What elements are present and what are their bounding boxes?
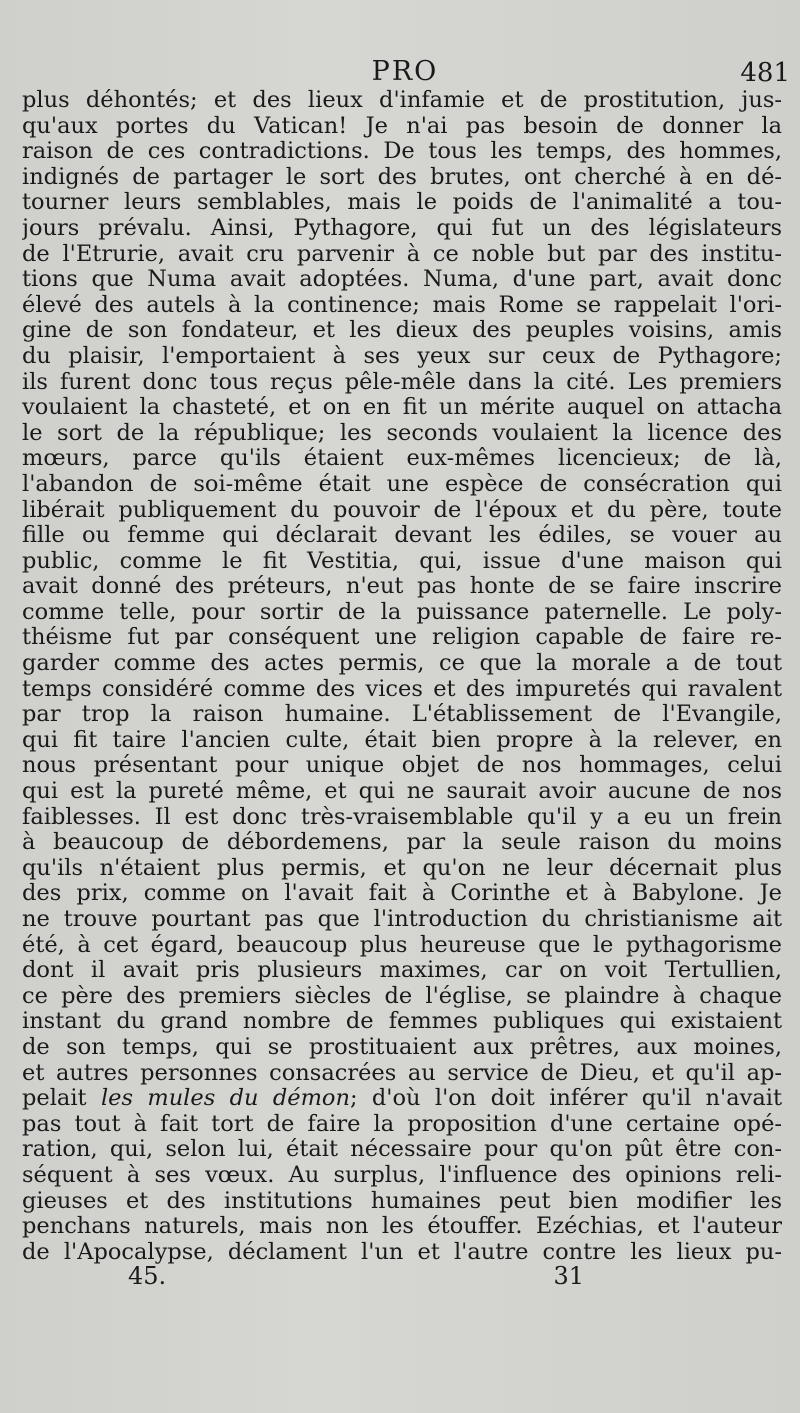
text-line: ration, qui, selon lui, était nécessaire pour qu'on pût être con-	[22, 1137, 782, 1163]
text-line: des prix, comme on l'avait fait à Corinthe et à Babylone. Je	[22, 881, 782, 907]
text-line: qui est la pureté même, et qui ne saurait avoir aucune de nos	[22, 779, 782, 805]
body-text	[22, 88, 782, 1265]
text-line: mœurs, parce qu'ils étaient eux-mêmes licencieux; de là,	[22, 446, 782, 472]
text-line: plus déhontés; et des lieux d'infamie et de prostitution, jus-	[22, 88, 782, 113]
text-line: qu'aux portes du Vatican! Je n'ai pas besoin de donner la	[22, 113, 782, 139]
text-line: dont il avait pris plusieurs maximes, car on voit Tertullien,	[22, 958, 782, 984]
text-line: ne trouve pourtant pas que l'introduction du christianisme ait	[22, 907, 782, 932]
folio-number: 31	[553, 1262, 584, 1290]
text-segment: pelait	[22, 1086, 101, 1112]
text-line: raison de ces contradictions. De tous les temps, des hommes,	[22, 139, 782, 165]
text-line: par trop la raison humaine. L'établissement de l'Evangile,	[22, 702, 782, 728]
text-segment: ; d'où l'on doit inférer qu'il n'avait	[349, 1086, 782, 1112]
text-line: indignés de partager le sort des brutes, ont cherché à en dé-	[22, 164, 782, 190]
text-line: temps considéré comme des vices et des impuretés qui ravalent	[22, 676, 782, 702]
text-line: garder comme des actes permis, ce que la morale a de tout	[22, 651, 782, 677]
text-line: du plaisir, l'emportaient à ses yeux sur ceux de Pythagore;	[22, 343, 782, 369]
text-line: théisme fut par conséquent une religion capable de faire re-	[22, 625, 782, 651]
text-line: tions que Numa avait adoptées. Numa, d'une part, avait donc	[22, 267, 782, 293]
text-line: ce père des premiers siècles de l'église, se plaindre à chaque	[22, 983, 782, 1009]
text-line: libérait publiquement du pouvoir de l'époux et du père, toute	[22, 497, 782, 523]
text-line: tourner leurs semblables, mais le poids de l'animalité a tou-	[22, 190, 782, 216]
text-line: penchans naturels, mais non les étouffer. Ezéchias, et l'auteur	[22, 1214, 782, 1240]
text-line: de l'Apocalypse, déclament l'un et l'autre contre les lieux pu-	[22, 1239, 782, 1265]
text-line: voulaient la chasteté, et on en fit un mérite auquel on attacha	[22, 395, 782, 421]
text-line: public, comme le fit Vestitia, qui, issue d'une maison qui	[22, 548, 782, 574]
text-line: été, à cet égard, beaucoup plus heureuse que le pythagorisme	[22, 932, 782, 958]
page-footer	[20, 1262, 780, 1292]
page-number: 481	[740, 58, 790, 88]
text-line: faiblesses. Il est donc très-vraisemblable qu'il y a eu un frein	[22, 804, 782, 830]
text-line: fille ou femme qui déclarait devant les édiles, se vouer au	[22, 523, 782, 549]
text-line: qu'ils n'étaient plus permis, et qu'on ne leur décernait plus	[22, 855, 782, 881]
text-line: élevé des autels à la continence; mais Rome se rappelait l'ori-	[22, 292, 782, 318]
text-line: l'abandon de soi-même était une espèce de consécration qui	[22, 471, 782, 497]
text-line: jours prévalu. Ainsi, Pythagore, qui fut un des législateurs	[22, 215, 782, 241]
text-line: ils furent donc tous reçus pêle-mêle dans la cité. Les premiers	[22, 369, 782, 395]
text-line: gieuses et des institutions humaines peut bien modifier les	[22, 1188, 782, 1214]
text-line: séquent à ses vœux. Au surplus, l'influence des opinions reli-	[22, 1162, 782, 1188]
text-line: le sort de la république; les seconds voulaient la licence des	[22, 420, 782, 446]
signature-mark: 45.	[128, 1262, 167, 1290]
text-line: et autres personnes consacrées au service de Dieu, et qu'il ap-	[22, 1060, 782, 1086]
running-head: PRO	[371, 56, 439, 87]
text-line: instant du grand nombre de femmes publiques qui existaient	[22, 1009, 782, 1035]
text-line: de son temps, qui se prostituaient aux prêtres, aux moines,	[22, 1034, 782, 1060]
text-line: nous présentant pour unique objet de nos hommages, celui	[22, 753, 782, 779]
text-line: gine de son fondateur, et les dieux des peuples voisins, amis	[22, 318, 782, 344]
text-line: qui fit taire l'ancien culte, était bien propre à la relever, en	[22, 727, 782, 753]
text-line: comme telle, pour sortir de la puissance paternelle. Le poly-	[22, 599, 782, 625]
text-line: pas tout à fait tort de faire la proposition d'une certaine opé-	[22, 1111, 782, 1137]
text-line: avait donné des préteurs, n'eut pas honte de se faire inscrire	[22, 574, 782, 600]
text-line: à beaucoup de débordemens, par la seule raison du moins	[22, 830, 782, 856]
text-line	[22, 1086, 782, 1112]
text-line: de l'Etrurie, avait cru parvenir à ce noble but par des institu-	[22, 241, 782, 267]
italic-phrase: les mules du démon	[100, 1086, 350, 1112]
page-header	[20, 56, 790, 90]
